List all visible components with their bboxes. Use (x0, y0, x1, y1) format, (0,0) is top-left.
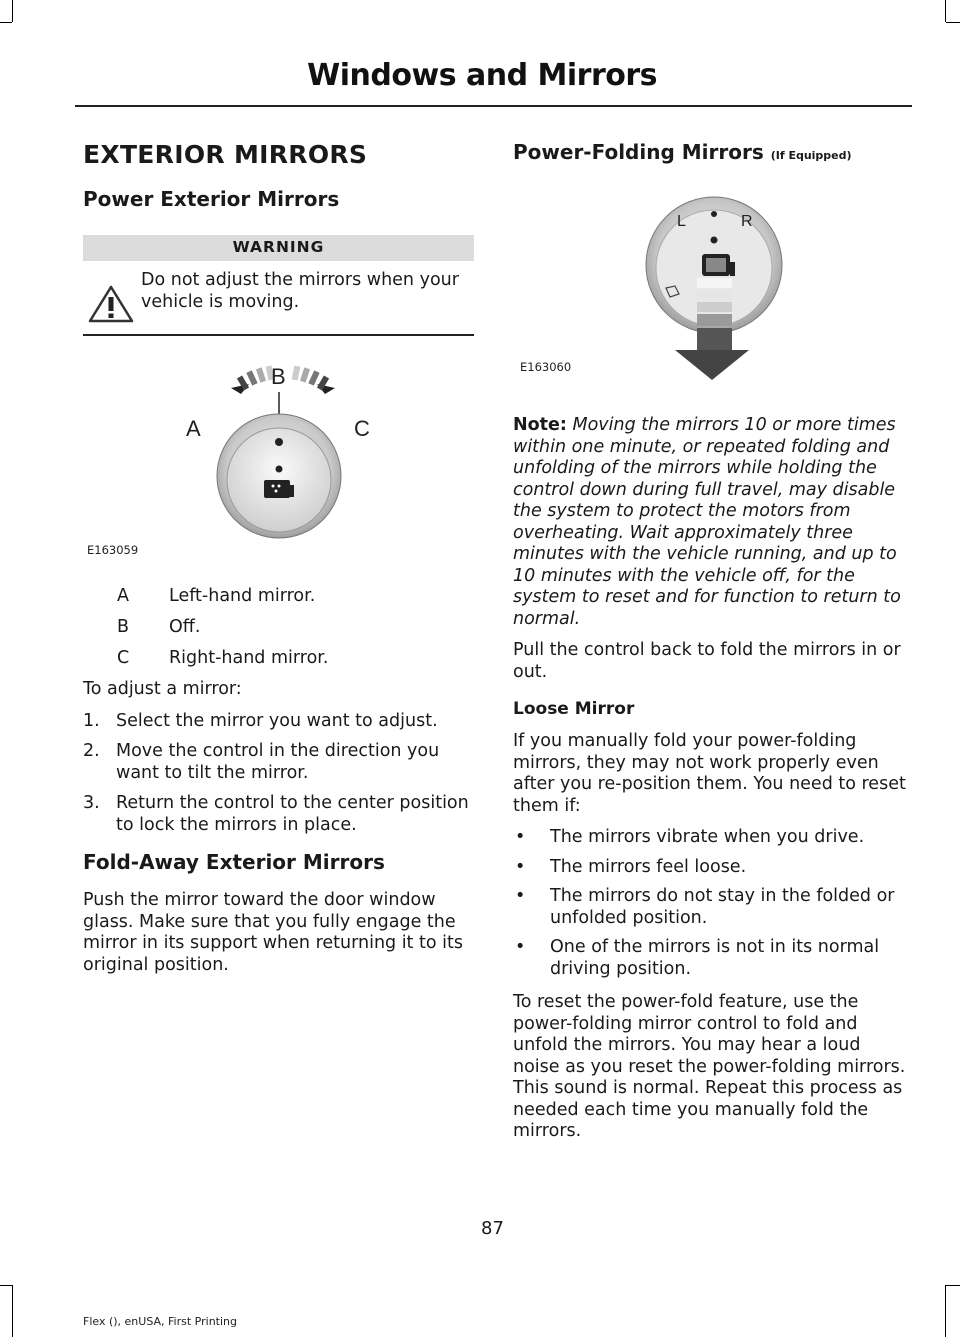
crop-mark-bottom-right (945, 1285, 946, 1337)
list-item (513, 857, 908, 879)
power-fold-knob-illustration (513, 170, 908, 395)
list-item-text: One of the mirrors is not in its normal driving position. (550, 937, 880, 979)
loose-mirror-text: If you manually fold your power-folding mirrors, they may not work properly even after you re-position them. You need to reset them if: (513, 731, 906, 816)
note-text: Moving the mirrors 10 or more times within one minute, or repeated folding and unfolding of the mirrors while holding the control down during full travel, may disable the system to protect the motors from overheating. Wait approximately three minutes with the vehicle running, and up to 10 minutes with the vehicle off, for the system to reset and for function to return to normal. (513, 415, 901, 629)
figure-label-c: C (354, 416, 370, 441)
bullet: • (515, 856, 526, 877)
warning-triangle-icon (87, 284, 135, 324)
list-item (513, 827, 908, 849)
adjust-intro: To adjust a mirror: (83, 679, 242, 699)
list-item (513, 886, 908, 929)
note-label: Note: (513, 415, 567, 435)
loose-mirror-title: Loose Mirror (513, 699, 635, 719)
crop-mark-bottom-left (12, 1285, 13, 1337)
list-item-text: The mirrors feel loose. (550, 856, 747, 877)
step-text: Return the control to the center position to lock the mirrors in place. (116, 793, 469, 835)
crop-mark-top-left-h (0, 22, 12, 23)
pull-control-text: Pull the control back to fold the mirrors in or out. (513, 640, 901, 682)
bullet: • (515, 886, 526, 906)
figure-legend (83, 586, 474, 669)
note-paragraph (513, 415, 908, 630)
step-text: Select the mirror you want to adjust. (116, 710, 438, 731)
adjust-steps (83, 711, 474, 837)
step-number: 1. (83, 710, 100, 731)
legend-row (83, 586, 474, 607)
left-column (83, 140, 474, 986)
list-item (513, 937, 908, 980)
figure-label-r: R (741, 213, 753, 230)
step-item (83, 711, 474, 733)
step-item (83, 741, 474, 784)
legend-row (83, 648, 474, 669)
right-arrow-icon (292, 366, 335, 394)
reset-text: To reset the power-fold feature, use the power-folding mirror control to fold and unfold the mirrors. You may hear a loud noise as you reset the power-folding mirrors. This sound is normal. Repeat this process as needed each time you manually fold the mirrors. (513, 992, 906, 1141)
if-equipped-label: (If Equipped) (770, 149, 852, 162)
warning-text: Do not adjust the mirrors when your vehicle is moving. (141, 270, 459, 312)
list-item-text: The mirrors do not stay in the folded or unfolded position. (550, 886, 895, 928)
page-number: 87 (481, 1218, 504, 1239)
warning-body (83, 261, 474, 336)
subsection-title: Power Exterior Mirrors (83, 187, 340, 211)
power-folding-title (513, 140, 908, 164)
mirror-knob-illustration (83, 346, 474, 568)
legend-value: Left-hand mirror. (169, 586, 316, 606)
legend-value: Right-hand mirror. (169, 648, 329, 668)
page-header-title: Windows and Mirrors (307, 58, 657, 93)
mirror-control-figure (83, 346, 474, 568)
warning-label: WARNING (83, 235, 474, 261)
step-item (83, 793, 474, 836)
footer-text: Flex (), enUSA, First Printing (83, 1315, 237, 1328)
legend-key: A (117, 586, 129, 606)
crop-mark-bottom-left-h (0, 1285, 12, 1286)
right-column (513, 140, 908, 1153)
crop-mark-top-right-h (946, 22, 960, 23)
legend-row (83, 617, 474, 638)
step-number: 2. (83, 741, 100, 761)
bullet: • (515, 937, 526, 957)
step-text: Move the control in the direction you want to tilt the mirror. (116, 741, 440, 783)
warning-box (83, 235, 474, 336)
figure-label-a: A (186, 416, 201, 441)
figure-label-b: B (271, 364, 286, 389)
power-fold-figure (513, 170, 908, 395)
figure-code: E163059 (87, 543, 139, 557)
fold-away-text: Push the mirror toward the door window glass. Make sure that you fully engage the mirror in its support when returning it to its original position. (83, 890, 463, 975)
fold-away-title: Fold-Away Exterior Mirrors (83, 850, 385, 874)
legend-key: B (117, 617, 130, 637)
bullet: • (515, 827, 526, 847)
power-folding-title-text: Power-Folding Mirrors (513, 140, 764, 164)
crop-mark-bottom-right-h (946, 1285, 960, 1286)
legend-value: Off. (169, 617, 201, 637)
list-item-text: The mirrors vibrate when you drive. (550, 827, 865, 847)
crop-mark-top-left (12, 0, 13, 22)
mirror-adjust-icon (264, 480, 294, 498)
figure-code: E163060 (520, 360, 572, 374)
step-number: 3. (83, 793, 100, 813)
figure-label-l: L (677, 213, 686, 230)
reset-conditions-list (513, 827, 908, 980)
legend-key: C (117, 648, 130, 668)
left-arrow-icon (231, 366, 274, 394)
crop-mark-top-right (945, 0, 946, 22)
header-rule (75, 105, 912, 107)
section-title: EXTERIOR MIRRORS (83, 140, 368, 169)
